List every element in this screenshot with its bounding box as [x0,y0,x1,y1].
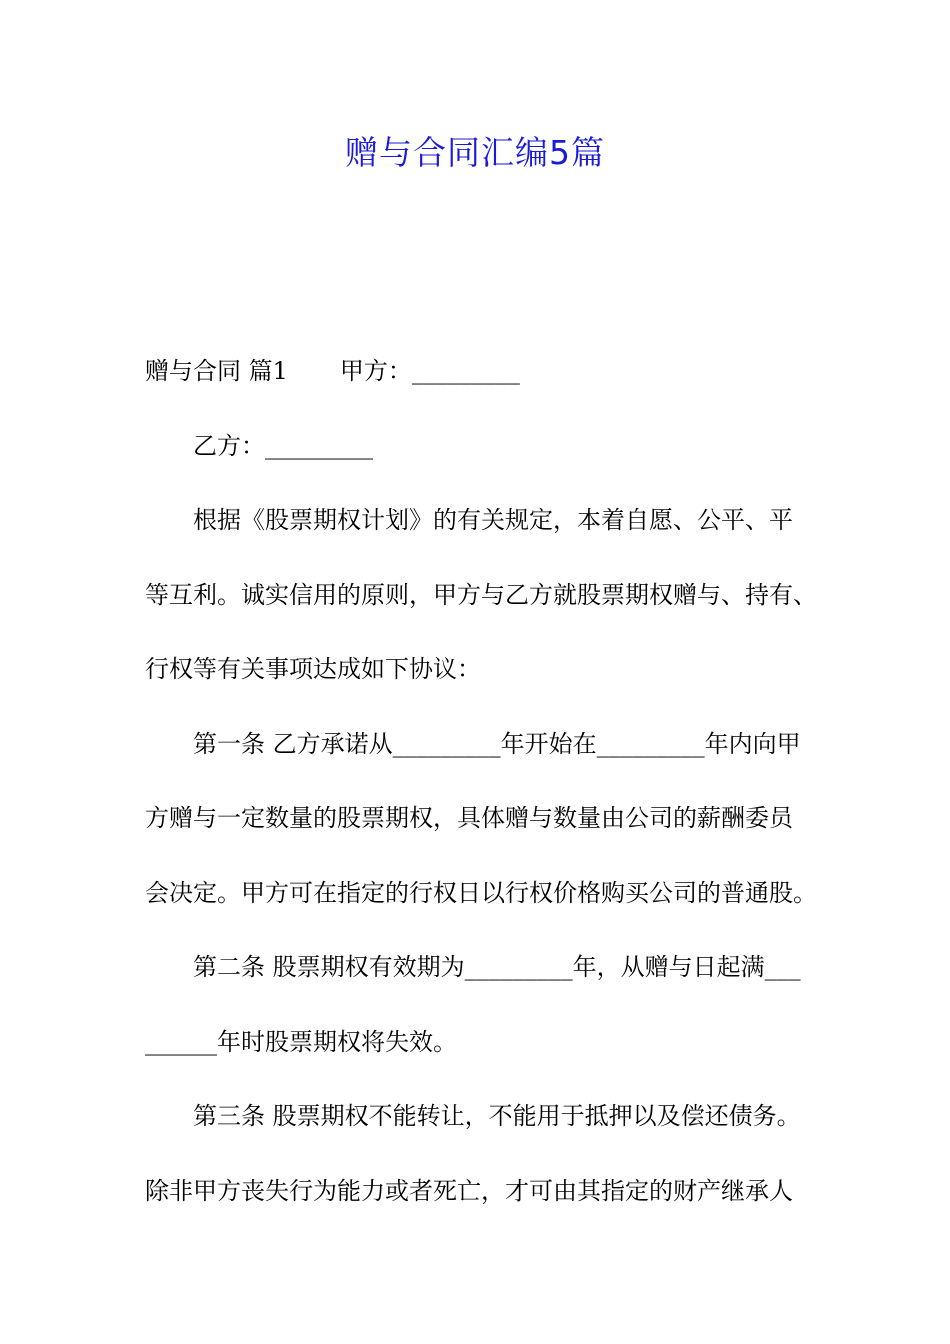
paragraph-line: 方赠与一定数量的股票期权，具体赠与数量由公司的薪酬委员 [145,804,793,832]
document-title: 赠与合同汇编5篇 [345,133,605,172]
paragraph-line: 除非甲方丧失行为能力或者死亡，才可由其指定的财产继承人 [145,1176,793,1205]
paragraph-line: 会决定。甲方可在指定的行权日以行权价格购买公司的普通股。 [145,878,817,907]
contract-heading: 赠与合同 篇1 [145,357,288,385]
article-1-line: 第一条 乙方承诺从_________年开始在_________年内向甲 [193,729,801,758]
paragraph-line: 行权等有关事项达成如下协议： [145,655,481,683]
paragraph-line: 根据《股票期权计划》的有关规定，本着自愿、公平、平 [193,506,793,534]
article-3-line: 第三条 股票期权不能转让，不能用于抵押以及偿还债务。 [193,1102,801,1130]
party-a-line [145,334,835,409]
article-2-line: 第二条 股票期权有效期为_________年，从赠与日起满___ [193,953,801,981]
party-a-field: 甲方：_________ [339,357,520,385]
paragraph-line: ______年时股票期权将失效。 [145,1027,457,1056]
paragraph-line: 等互利。诚实信用的原则，甲方与乙方就股票期权赠与、持有、 [145,580,817,609]
party-b-line: 乙方：_________ [193,431,373,460]
document-body [145,334,835,1228]
